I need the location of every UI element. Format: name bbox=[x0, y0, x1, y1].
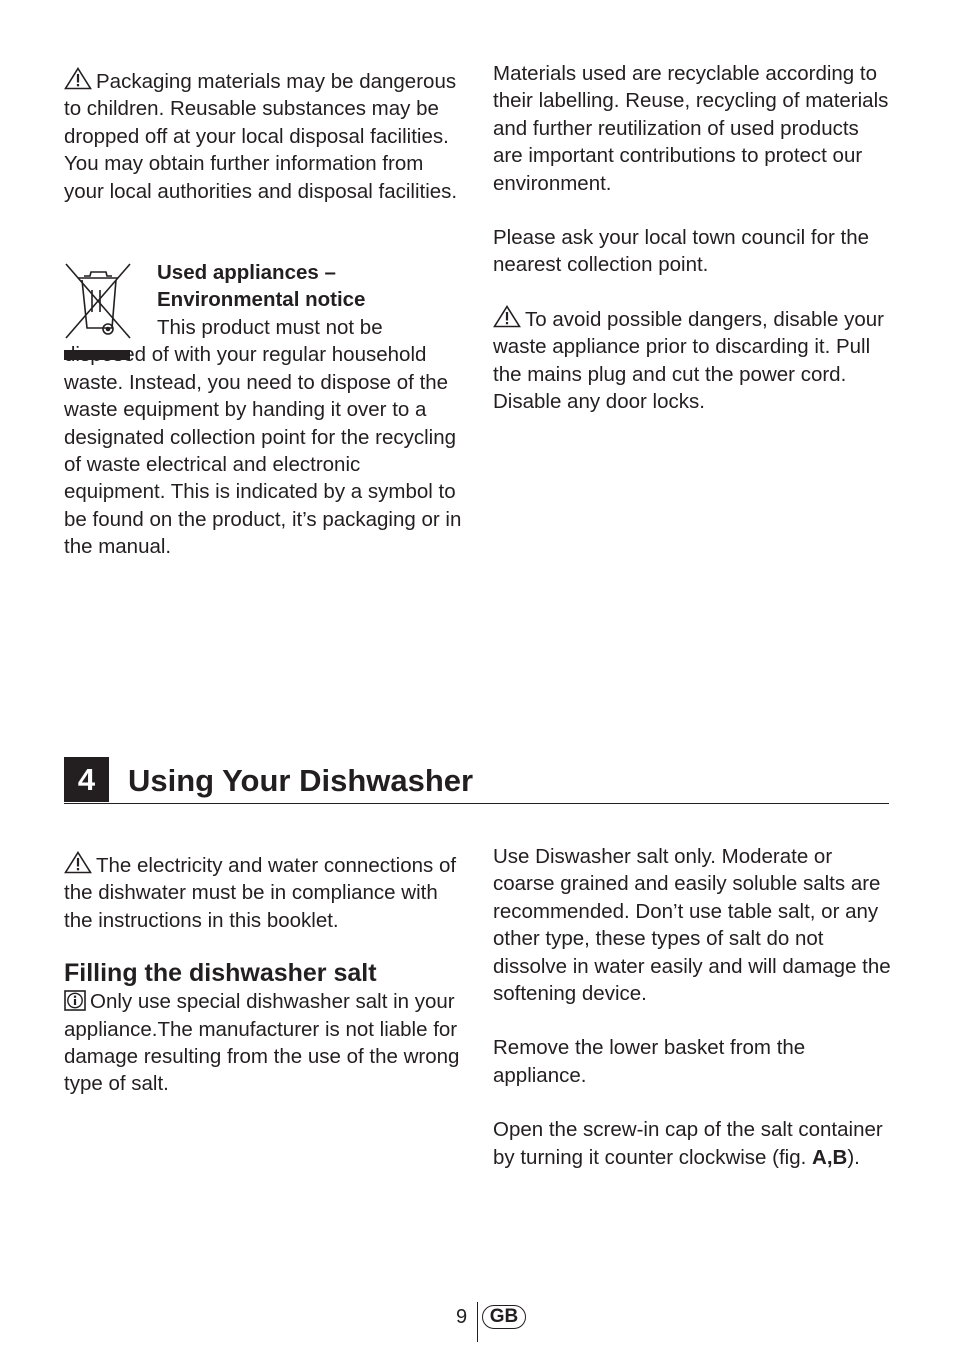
collection-point-paragraph: Please ask your local town council for the nearest collection point. bbox=[493, 226, 870, 277]
bottom-right-column bbox=[493, 843, 893, 1171]
country-code-badge: GB bbox=[482, 1305, 526, 1329]
section-header bbox=[64, 757, 889, 804]
top-right-column bbox=[493, 60, 893, 415]
recycle-paragraph: Materials used are recyclable according to their labelling. Reuse, recycling of materials and further reutilization of used products are important contributions to protect our environment. bbox=[493, 62, 889, 195]
used-appliances-body bbox=[64, 314, 464, 561]
open-cap-text: Open the screw-in cap of the salt container by turning it counter clockwise (fig. bbox=[493, 1118, 883, 1169]
salt-info-text: Only use special dishwasher salt in your appliance.The manufacturer is not liable for damage resulting from the use of the wrong type of salt. bbox=[64, 990, 460, 1096]
disable-appliance-warning-text: To avoid possible dangers, disable your waste appliance prior to discarding it. Pull the mains plug and cut the power cord. Disable any door locks. bbox=[493, 307, 884, 414]
salt-subheading: Filling the dishwasher salt bbox=[64, 959, 377, 988]
used-appliances-body-text: This product must not be disposed of with your regular household waste. Instead, you need to dispose of the waste equipment by handing it over to a designated collection point for the recycling of waste electrical and electronic equipment. This is indicated by a symbol to be found on the product, it’s packaging or in the manual. bbox=[64, 316, 462, 559]
disable-appliance-warning bbox=[493, 305, 893, 416]
electricity-warning bbox=[64, 851, 464, 934]
section-title: Using Your Dishwasher bbox=[128, 763, 474, 798]
used-appliances-body-block bbox=[64, 314, 464, 561]
remove-basket-paragraph: Remove the lower basket from the appliance. bbox=[493, 1036, 806, 1087]
bottom-left-column bbox=[64, 851, 464, 1098]
page-footer bbox=[0, 1302, 954, 1342]
footer-divider bbox=[477, 1302, 478, 1342]
used-appliances-heading-line1: Used appliances – bbox=[157, 261, 336, 284]
open-cap-end: ). bbox=[847, 1145, 860, 1169]
warning-triangle-icon bbox=[64, 67, 92, 90]
open-cap-paragraph bbox=[493, 1116, 893, 1171]
salt-type-paragraph: Use Diswasher salt only. Moderate or coarse grained and easily soluble salts are recommended. Don’t use table salt, or any other type, these types of salt do not dissolve in water easily and will damage the softening device. bbox=[493, 845, 891, 1006]
used-appliances-heading-line2: Environmental notice bbox=[157, 288, 366, 312]
warning-triangle-icon bbox=[493, 305, 521, 328]
figure-reference: A,B bbox=[812, 1145, 848, 1169]
section-number-badge: 4 bbox=[64, 757, 109, 802]
page-number: 9 bbox=[456, 1306, 468, 1328]
warning-triangle-icon bbox=[64, 851, 92, 874]
salt-info-paragraph bbox=[64, 988, 464, 1098]
info-icon bbox=[64, 990, 86, 1011]
packaging-warning-paragraph bbox=[64, 67, 464, 205]
electricity-warning-text: The electricity and water connections of the dishwater must be in compliance with the instructions in this booklet. bbox=[64, 854, 457, 932]
packaging-warning-text: Packaging materials may be dangerous to children. Reusable substances may be dropped off at your local disposal facilities. You may obtain further information from your local authorities and disposal facilities. bbox=[64, 70, 458, 203]
used-appliances-heading bbox=[157, 259, 467, 314]
packaging-warning-block bbox=[64, 67, 464, 205]
